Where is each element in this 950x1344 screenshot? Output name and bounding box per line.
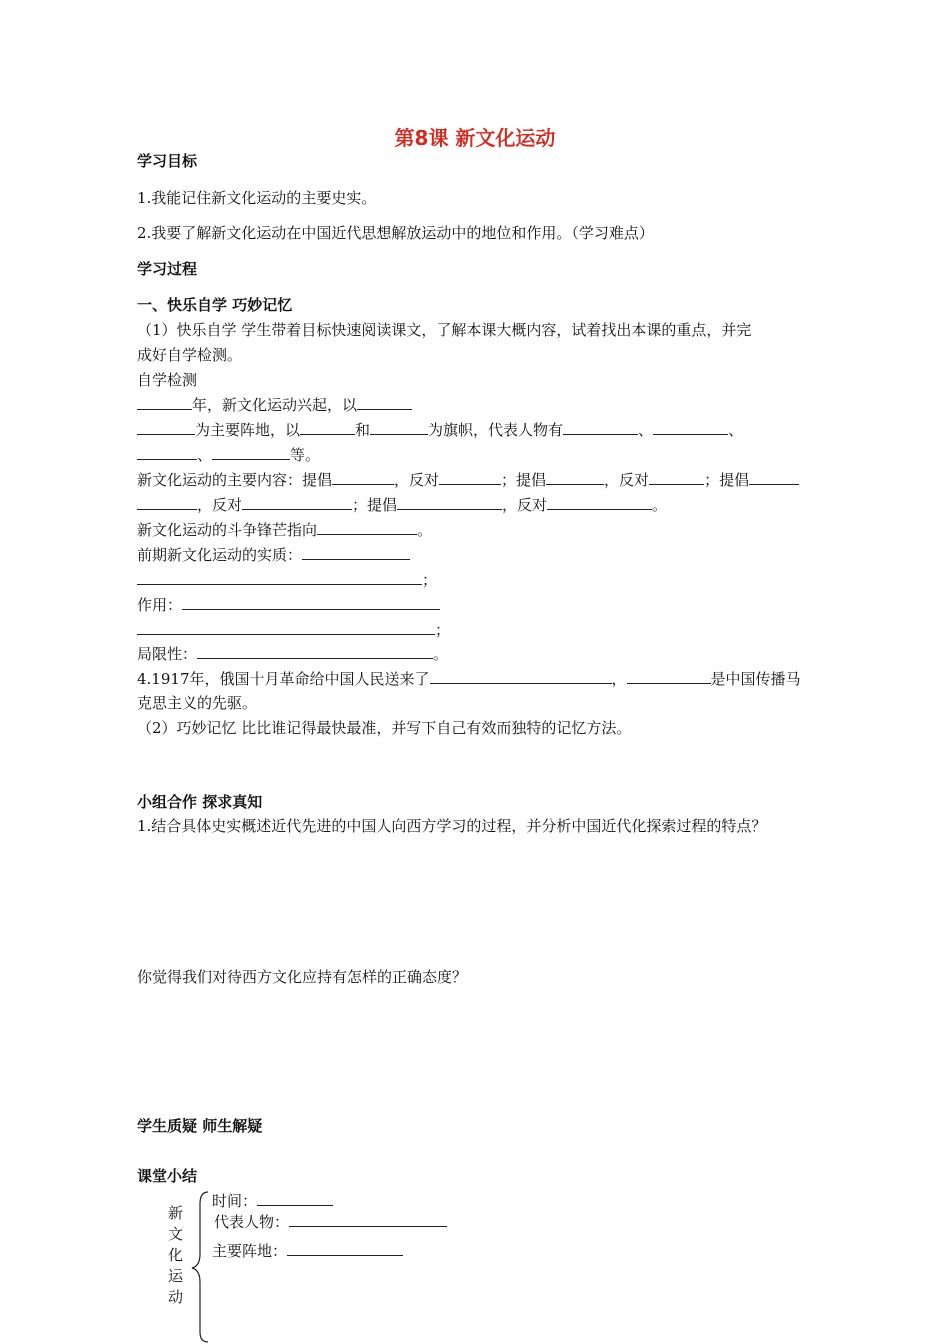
blank-essence-2[interactable] [137,570,422,585]
goal-item-2: 2.我要了解新文化运动在中国近代思想解放运动中的地位和作用。（学习难点） [137,224,654,242]
q7-row: 4.1917年，俄国十月革命给中国人民送来了 ， 是中国传播马 [137,670,801,688]
section2-question-1: 1.结合具体史实概述近代先进的中国人向西方学习的过程，并分析中国近代化探索过程的特点？ [137,817,767,835]
blank-base[interactable] [137,420,195,435]
q5-row: 作用： [137,594,440,615]
blank-effect-2[interactable] [137,620,435,635]
section2-heading: 小组合作 探求真知 [137,793,263,811]
blank-year[interactable] [137,395,192,410]
blank-oppose-2[interactable] [649,470,704,485]
intro-line-1: （1）快乐自学 学生带着目标快速阅读课文，了解本课大概内容，试着找出本课的重点，并完 [137,321,752,339]
blank-target[interactable] [317,520,417,535]
q7-row-2: 克思主义的先驱。 [137,694,258,712]
blank-person-4[interactable] [212,445,290,460]
process-heading: 学习过程 [137,260,198,278]
brace-icon [190,1190,214,1344]
summary-vertical-label: 新 文 化 运 动 [168,1204,184,1306]
blank-advocate-3b[interactable] [137,495,197,510]
section3-heading: 学生质疑 师生解疑 [137,1117,263,1135]
summary-heading: 课堂小结 [137,1167,198,1185]
intro-line-2: 成好自学检测。 [137,346,243,364]
blank-advocate-3[interactable] [749,470,799,485]
q5-row-2: ； [137,619,450,640]
blank-advocate-2[interactable] [546,470,604,485]
blank-summary-time[interactable] [257,1191,333,1206]
summary-time-row: 时间： [212,1190,333,1211]
q1-row-1: 年，新文化运动兴起，以 [137,394,412,415]
blank-pioneer[interactable] [627,669,711,684]
section2-question-2: 你觉得我们对待西方文化应持有怎样的正确态度？ [137,968,468,986]
goals-heading: 学习目标 [137,152,198,170]
memory-line: （2）巧妙记忆 比比谁记得最快最准，并写下自己有效而独特的记忆方法。 [137,719,632,737]
blank-person-1[interactable] [563,420,638,435]
blank-banner-1[interactable] [300,420,355,435]
blank-advocate-1[interactable] [332,470,394,485]
section1-heading: 一、快乐自学 巧妙记忆 [137,296,293,314]
blank-person-2[interactable] [653,420,728,435]
blank-advocate-4[interactable] [397,495,502,510]
blank-summary-people[interactable] [289,1212,447,1227]
blank-limitation[interactable] [197,644,433,659]
blank-oppose-3[interactable] [242,495,352,510]
summary-people-row: 代表人物： [214,1211,447,1232]
blank-marxism[interactable] [430,669,612,684]
q3-row: 新文化运动的斗争锋芒指向 。 [137,521,433,539]
q4-row: 前期新文化运动的实质： [137,544,410,565]
blank-effect-1[interactable] [182,595,440,610]
blank-magazine[interactable] [357,395,412,410]
summary-base-row: 主要阵地： [212,1240,403,1261]
q1-row-2: 为主要阵地，以 和 为旗帜，代表人物有 、 、 [137,419,743,440]
q2-row-1: 新文化运动的主要内容：提倡 ，反对 ；提倡 ，反对 ；提倡 [137,469,799,490]
blank-person-3[interactable] [137,445,197,460]
blank-oppose-4[interactable] [547,495,652,510]
blank-summary-base[interactable] [287,1241,403,1256]
blank-essence-1[interactable] [302,545,410,560]
q4-row-2: ； [137,569,437,590]
blank-oppose-1[interactable] [439,470,501,485]
q1-row-3: 、 等。 [137,444,320,465]
q2-row-2: ，反对 ；提倡 ，反对 。 [137,494,667,515]
blank-banner-2[interactable] [370,420,428,435]
q6-row: 局限性： 。 [137,645,449,663]
page-title: 第8课 新文化运动 [394,126,556,150]
self-check-label: 自学检测 [137,371,198,389]
goal-item-1: 1.我能记住新文化运动的主要史实。 [137,189,377,207]
